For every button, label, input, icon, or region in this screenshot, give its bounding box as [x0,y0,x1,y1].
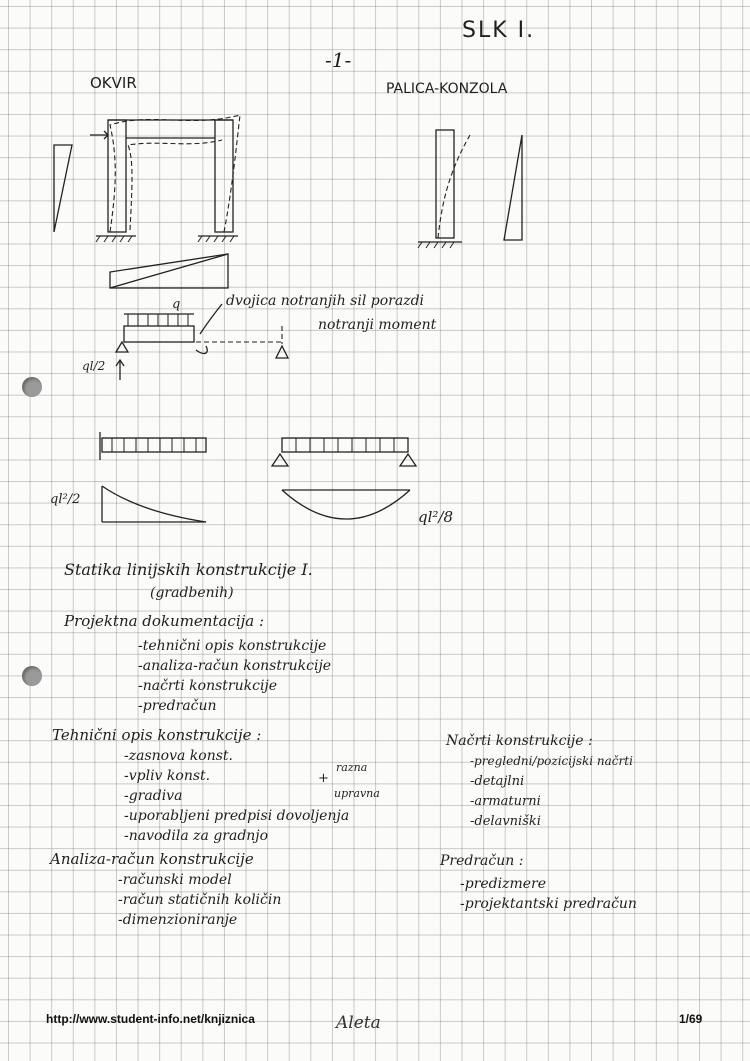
technical-side-note-2: upravna [334,787,380,800]
simple-beam-moment-diagram [272,438,416,519]
rod-diagram [418,130,522,248]
list-item: -navodila za gradnjo [124,828,269,844]
list-item: -delavniški [470,814,541,829]
footer-url[interactable]: http://www.student-info.net/knjiznica [46,1012,255,1026]
internal-forces-note-line1: dvojica notranjih sil porazdi [226,293,425,309]
analysis-heading: Analiza-račun konstrukcije [50,850,254,868]
list-item: -računski model [118,872,232,888]
notes-title: Statika linijskih konstrukcije I. [64,560,313,579]
list-item: -načrti konstrukcije [138,678,278,694]
technical-plus: + [318,771,329,786]
estimate-heading: Predračun : [440,853,524,869]
reaction-label: ql/2 [82,359,106,373]
aleta-logo: Aleta [336,1013,381,1033]
frame-diagram [54,115,240,288]
list-item: -račun statičnih količin [118,892,282,908]
list-item: -analiza-račun konstrukcije [138,658,332,674]
list-item: -detajlni [470,774,525,789]
list-item: -uporabljeni predpisi dovoljenja [124,808,350,824]
list-item: -predizmere [460,876,547,892]
beam-internal-forces [116,304,288,380]
footer-page-number: 1/69 [679,1012,703,1026]
list-item: -gradiva [124,788,183,804]
frame-title: OKVIR [90,74,137,92]
cantilever-moment-diagram [100,432,206,522]
list-item: -armaturni [470,794,541,809]
list-item: -tehnični opis konstrukcije [138,638,327,654]
simple-beam-moment-label: ql²/8 [418,508,454,526]
rod-title: PALICA-KONZOLA [386,81,508,97]
cantilever-moment-label: ql²/2 [50,492,81,507]
list-item: -vpliv konst. [124,768,211,784]
list-item: -predračun [138,698,217,714]
plans-heading: Načrti konstrukcije : [446,733,593,749]
project-docs-heading: Projektna dokumentacija : [64,612,265,630]
list-item: -dimenzioniranje [118,912,238,928]
notes-subtitle: (gradbenih) [150,585,234,601]
q-label: q [172,297,181,312]
list-item: -projektantski predračun [460,896,637,912]
internal-forces-note-line2: notranji moment [318,317,437,333]
punch-hole-bottom [22,666,42,686]
list-item: -pregledni/pozicijski načrti [470,754,633,768]
handwritten-page-number: -1- [325,48,352,72]
technical-side-note-1: razna [336,761,368,774]
sheet-label: SLK I. [462,18,536,43]
technical-heading: Tehnični opis konstrukcije : [52,726,262,744]
list-item: -zasnova konst. [124,748,233,764]
